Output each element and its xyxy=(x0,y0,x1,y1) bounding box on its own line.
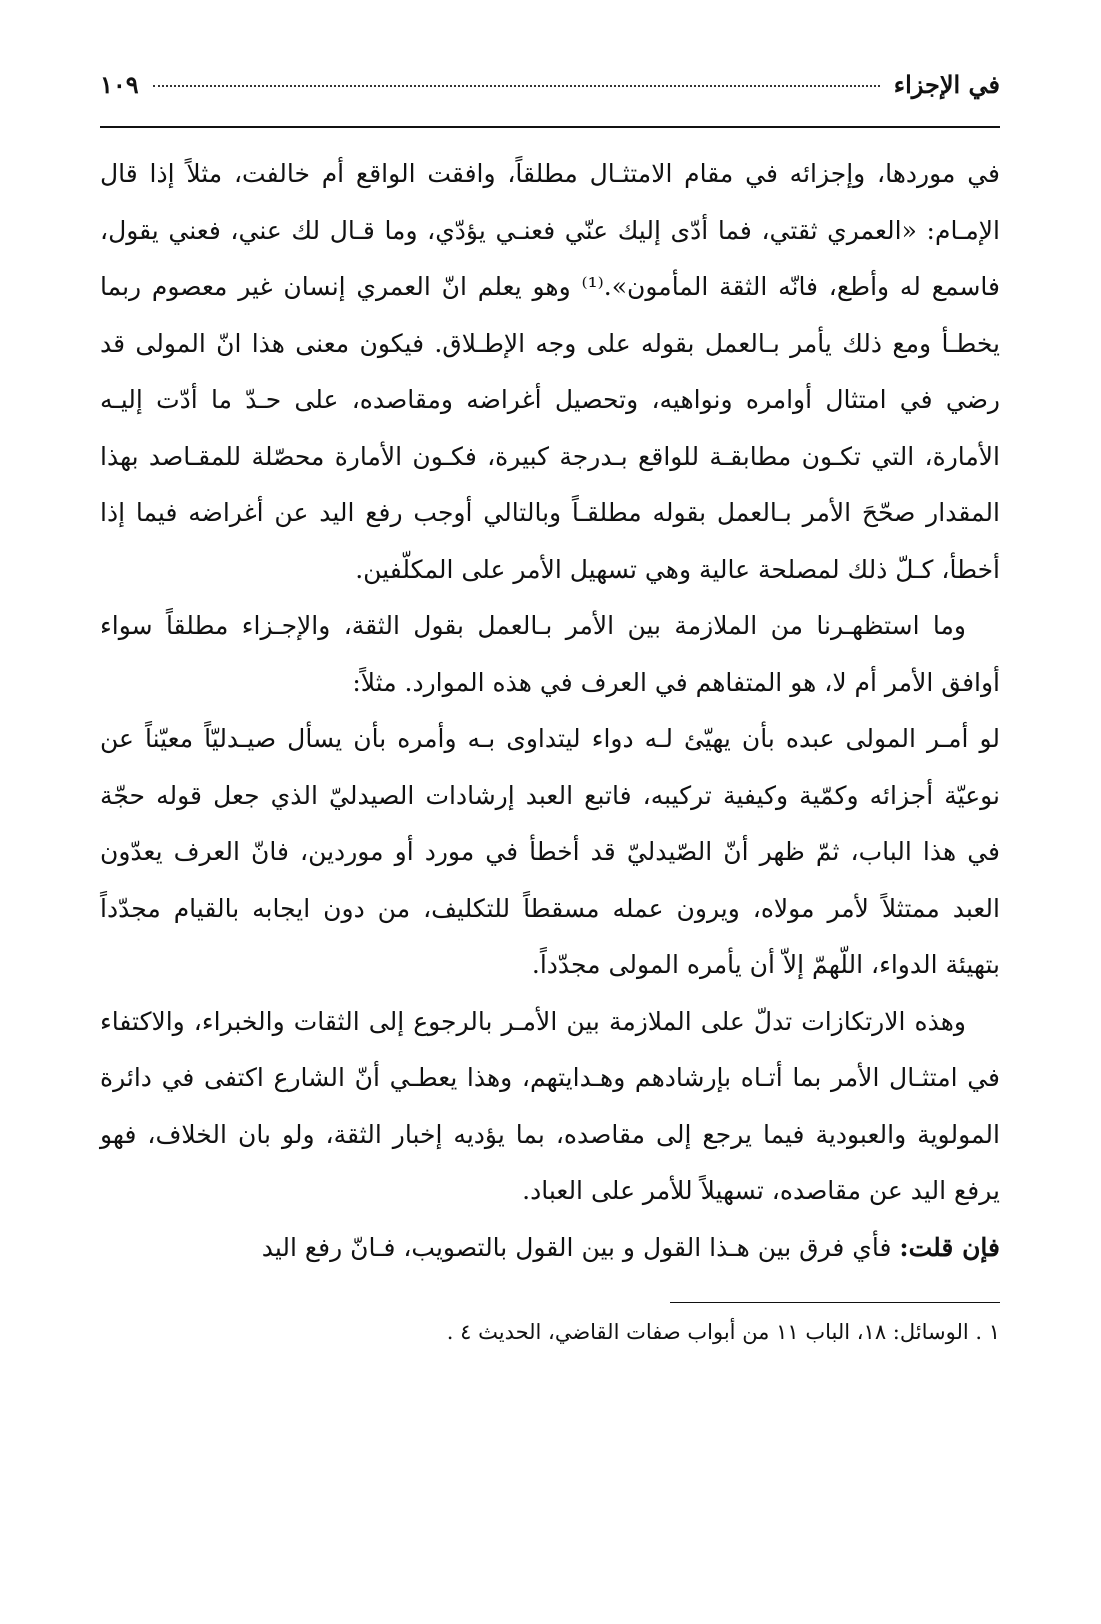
paragraph-2: وما استظهـرنا من الملازمة بين الأمر بـالعمل بقول الثقة، والإجـزاء مطلقاً سواء أوافق الأمر أم لا، هو المتفاهم في العرف في هذه الموارد. مثلاً: xyxy=(100,611,1000,697)
footnote: ١ . الوسائل: ١٨، الباب ١١ من أبواب صفات القاضي، الحديث ٤ . xyxy=(446,1320,1000,1344)
header-rule xyxy=(100,126,1000,128)
running-title: في الإجزاء xyxy=(893,70,1000,99)
paragraph-4: وهذه الارتكازات تدلّ على الملازمة بين الأمـر بالرجوع إلى الثقات والخبراء، والاكتفاء في امتثـال الأمر بما أتـاه بإرشادهم وهـدايتهم، وهذا يعطـي أنّ الشارع اكتفى في دائرة المولوية والعبودية فيما يرجع إلى مقاصده، بما يؤديه إخبار الثقة، ولو بان الخلاف، فهو يرفع اليد عن مقاصده، تسهيلاً للأمر على العباد. xyxy=(100,1006,1000,1205)
footnote-rule xyxy=(670,1302,1000,1303)
book-page xyxy=(100,70,1000,1349)
running-header xyxy=(100,70,1000,118)
paragraph-3: لو أمـر المولى عبده بأن يهيّئ لـه دواء ليتداوى بـه وأمره بأن يسأل صيـدليّاً معيّناً عن نوعيّة أجزائه وكمّية وكيفية تركيبه، فاتبع العبد إرشادات الصيدليّ الذي جعل قوله حجّة في هذا الباب، ثمّ ظهر أنّ الصّيدليّ قد أخطأ في مورد أو موردين، فانّ العرف يعدّون العبد ممتثلاً لأمر مولاه، ويرون عمله مسقطاً للتكليف، من دون ايجابه بالقيام مجدّداً بتهيئة الدواء، اللّهمّ إلاّ أن يأمره المولى مجدّداً. xyxy=(100,724,1000,979)
body-text xyxy=(100,146,1000,1276)
paragraph-5-lead: فإن قلت: xyxy=(899,1232,1000,1262)
paragraph-5-text: فأي فرق بين هـذا القول و بين القول بالتصويب، فـانّ رفع اليد xyxy=(261,1232,900,1262)
paragraph-5 xyxy=(100,1220,1000,1277)
page-number: ١٠٩ xyxy=(100,70,139,99)
header-dot-leader xyxy=(153,85,880,87)
paragraph-1: في موردها، وإجزائه في مقام الامتثـال مطلقاً، وافقت الواقع أم خالفت، مثلاً إذا قال الإمـام: «العمري ثقتي، فما أدّى إليك عنّي فعنـي يؤدّي، وما قـال لك عني، فعني يقول، فاسمع له وأطع، فانّه الثقة المأمون».⁽¹⁾ وهو يعلم انّ العمري إنسان غير معصوم ربما يخطـأ ومع ذلك يأمر بـالعمل بقوله على وجه الإطـلاق. فيكون معنى هذا انّ المولى قد رضي في امتثال أوامره ونواهيه، وتحصيل أغراضه ومقاصده، على حـدّ ما أدّت إليـه الأمارة، التي تكـون مطابقـة للواقع بـدرجة كبيرة، فكـون الأمارة محصّلة للمقـاصد بهذا المقدار صحّحَ الأمر بـالعمل بقوله مطلقـاً وبالتالي أوجب رفع اليد عن أغراضه فيما إذا أخطأ، كـلّ ذلك لمصلحة عالية وهي تسهيل الأمر على المكلّفين. xyxy=(100,159,1000,584)
